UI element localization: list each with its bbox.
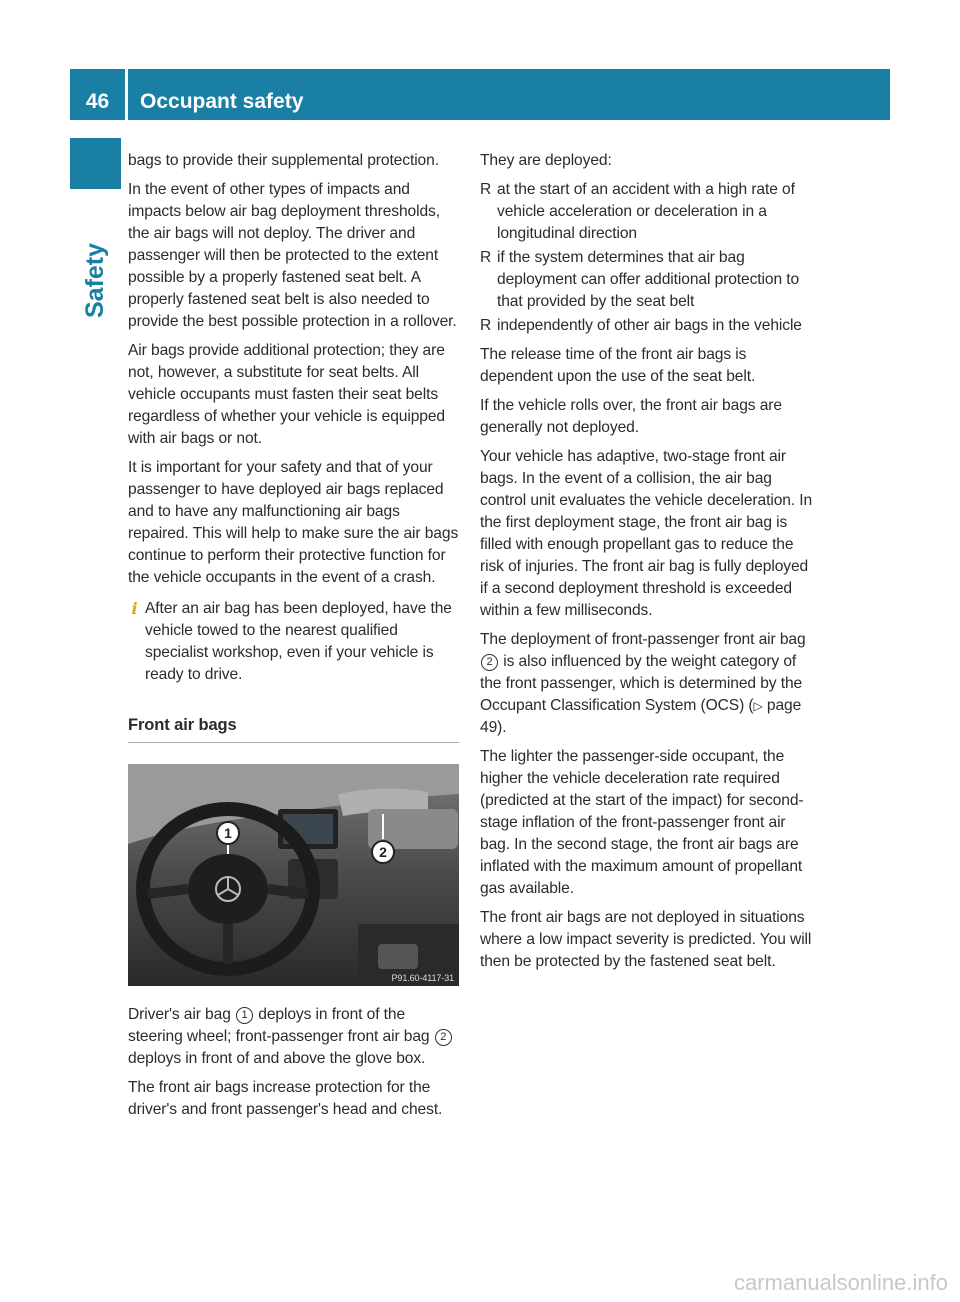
list-item — [480, 315, 815, 337]
page-number: 46 — [85, 90, 110, 113]
paragraph: bags to provide their supplemental protection. — [128, 152, 439, 169]
caption-text: Driver's air bag — [128, 1006, 231, 1023]
caption-text: deploys in front of the steering wheel; front-passenger front air bag — [128, 1006, 430, 1045]
figure-code: P91.60-4117-31 — [391, 973, 454, 983]
info-note — [128, 598, 461, 686]
paragraph — [480, 629, 815, 739]
paragraph: The release time of the front air bags is dependent upon the use of the seat belt. — [480, 346, 756, 385]
page-reference-link[interactable]: page 49). — [480, 697, 802, 736]
callout-2: 2 — [481, 654, 498, 671]
dashboard-illustration — [128, 764, 459, 986]
paragraph-text: The deployment of front-passenger front air bag — [480, 631, 806, 648]
paragraph: Your vehicle has adaptive, two-stage front air bags. In the event of a collision, the air bag control unit evaluates the vehicle deceleration. In the first deployment stage, the front air bag is filled with enough propellant gas to reduce the risk of injuries. The front air bag is fully deployed if a second deployment threshold is exceeded within a few milliseconds. — [480, 448, 813, 619]
watermark: carmanualsonline.info — [733, 1270, 948, 1295]
info-icon: i — [131, 599, 138, 618]
section-heading: Front air bags — [128, 714, 459, 743]
bullet-icon: R — [480, 249, 492, 266]
side-tab-label: Safety — [81, 242, 109, 318]
bullet-icon: R — [480, 181, 492, 198]
callout-2: 2 — [435, 1029, 452, 1046]
paragraph: It is important for your safety and that of your passenger to have deployed air bags replaced and to have any malfunctioning air bags repaired. This will help to make sure the air bags continue to perform their protective function for the vehicle occupants in the event of a crash. — [128, 459, 459, 586]
figure-caption — [128, 1004, 461, 1070]
dashboard-figure — [128, 764, 459, 986]
paragraph: The front air bags increase protection for the driver's and front passenger's head and chest. — [128, 1079, 443, 1118]
list-item-text: if the system determines that air bag deployment can offer additional protection to that provided by the seat belt — [497, 249, 800, 310]
paragraph: The lighter the passenger-side occupant, the higher the vehicle deceleration rate required (predicted at the start of the impact) for second-stage inflation of the front-passenger front air bag. In the second stage, the front air bags are inflated with the maximum amount of propellant gas available. — [480, 748, 804, 897]
info-text: After an air bag has been deployed, have the vehicle towed to the nearest qualified specialist workshop, even if your vehicle is ready to drive. — [145, 600, 452, 683]
paragraph: They are deployed: — [480, 152, 612, 169]
page-reference-arrow-icon: ▷ — [753, 699, 763, 713]
paragraph-text: is also influenced by the weight category of the front passenger, which is determined by the Occupant Classification System (OCS) ( — [480, 653, 803, 714]
list-item-text: at the start of an accident with a high rate of vehicle acceleration or deceleration in a longitudinal direction — [497, 181, 795, 242]
paragraph: In the event of other types of impacts and impacts below air bag deployment thresholds, the air bags will not deploy. The driver and passenger will then be protected to the extent possible by a properly fastened seat belt. A properly fastened seat belt is also needed to provide the best possible protection in a rollover. — [128, 181, 457, 330]
list-item — [480, 179, 815, 245]
page-title: Occupant safety — [140, 90, 304, 113]
paragraph: If the vehicle rolls over, the front air bags are generally not deployed. — [480, 397, 782, 436]
list-item — [480, 247, 815, 313]
figure-callout-1: 1 — [224, 825, 232, 841]
bullet-icon: R — [480, 317, 492, 334]
right-column — [480, 150, 815, 980]
paragraph: The front air bags are not deployed in situations where a low impact severity is predicted. You will then be protected by the fastened seat belt. — [480, 909, 812, 970]
figure-callout-2: 2 — [379, 844, 387, 860]
left-column — [128, 150, 461, 1128]
paragraph: Air bags provide additional protection; they are not, however, a substitute for seat belts. All vehicle occupants must fasten their seat belts regardless of whether your vehicle is equipped with air bags or not. — [128, 342, 445, 447]
list-item-text: independently of other air bags in the vehicle — [497, 317, 802, 334]
caption-text: deploys in front of and above the glove box. — [128, 1050, 426, 1067]
callout-1: 1 — [236, 1007, 253, 1024]
header-divider — [125, 69, 128, 120]
